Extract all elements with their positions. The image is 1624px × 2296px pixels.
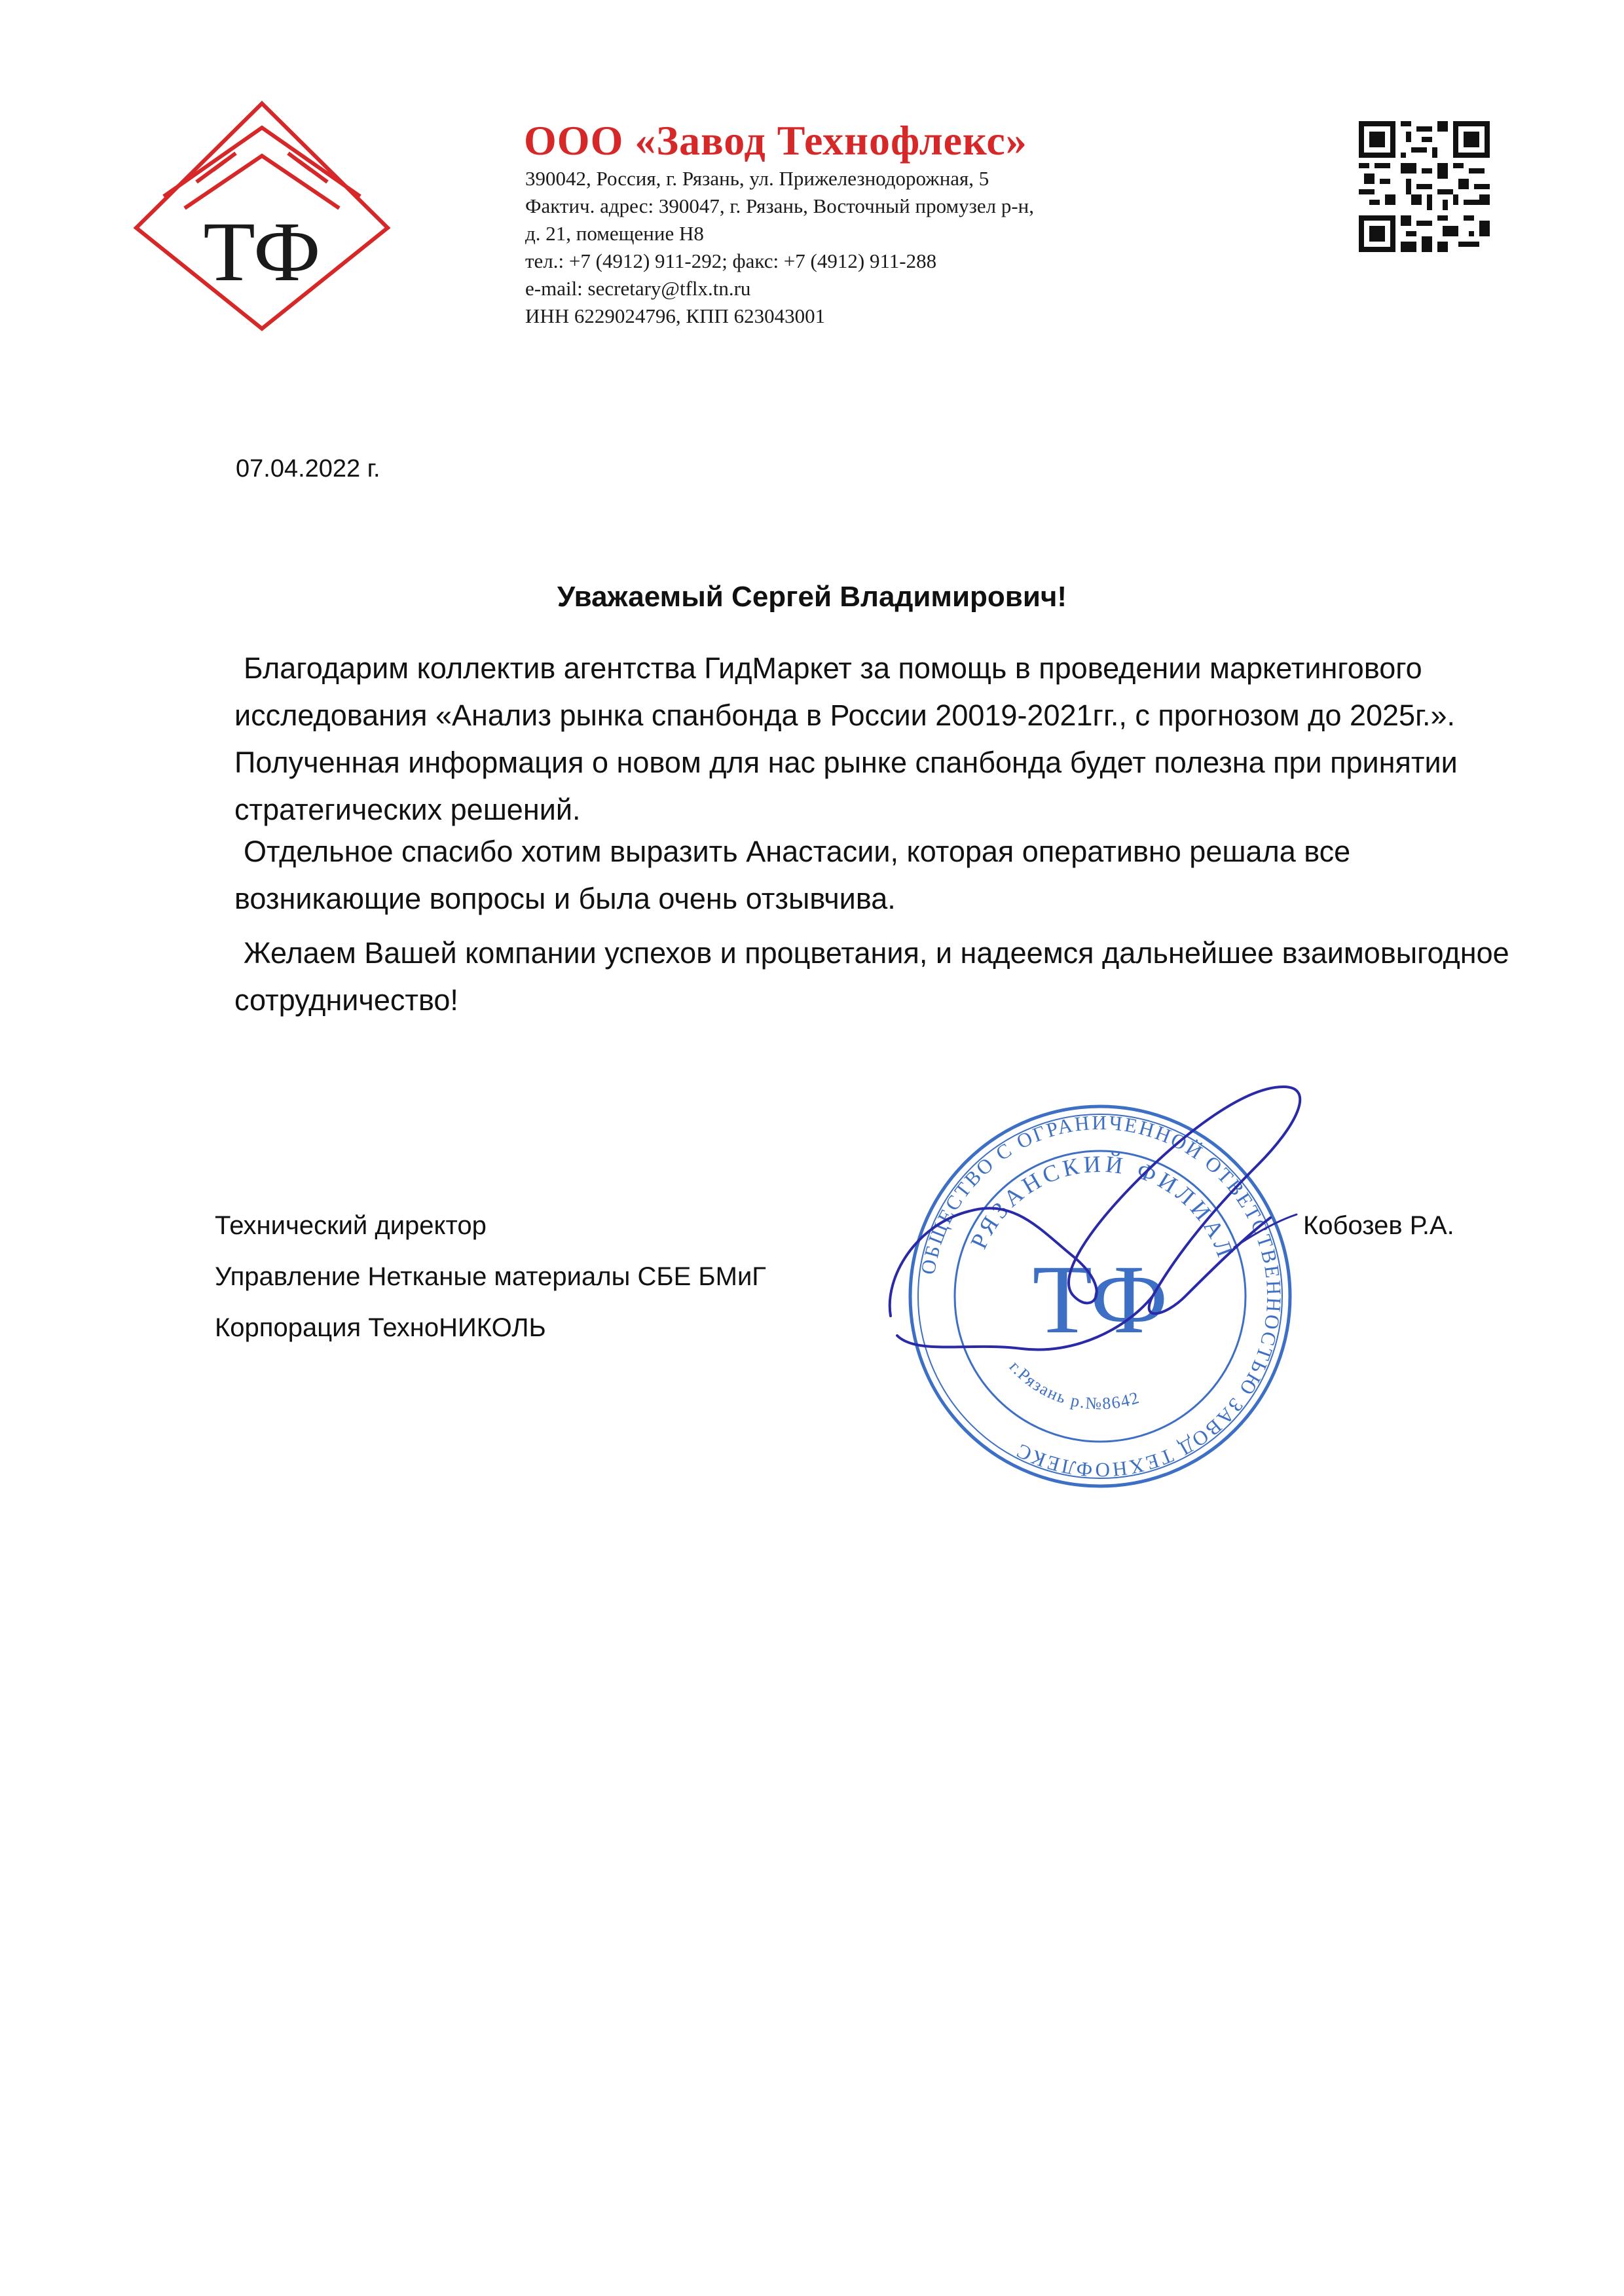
email-line: e-mail: secretary@tflx.tn.ru [525,277,751,300]
signer-name: Кобозев Р.А. [1303,1211,1454,1240]
stamp-bottom-text: г.Рязань р.№8642 [1005,1357,1143,1413]
address-line: 390042, Россия, г. Рязань, ул. Прижелезнодорожная, 5 [525,167,989,190]
body-paragraph: Желаем Вашей компании успехов и процветания, и надеемся дальнейшее взаимовыгодное сотрудничество! [234,936,1509,1017]
body-paragraph: Отдельное спасибо хотим выразить Анастасии, которая оперативно решала все возникающие вопросы и была очень отзывчива. [234,835,1351,915]
letter-date: 07.04.2022 г. [236,455,380,483]
signer-position: Технический директор [215,1211,487,1240]
company-name: ООО «Завод Технофлекс» [524,117,1027,164]
tax-id-line: ИНН 6229024796, КПП 623043001 [525,304,826,327]
svg-text:г.Рязань р.№8642 [1006,1357,1143,1413]
company-logo [131,98,393,334]
actual-address-line: Фактич. адрес: 390047, г. Рязань, Восточный промузел р-н, [525,194,1034,217]
stamp-center-lettering: ТФ [1032,1245,1168,1354]
salutation: Уважаемый Сергей Владимирович! [557,581,1067,613]
company-details [525,165,1034,330]
qr-code [1359,121,1490,252]
phone-fax-line: тел.: +7 (4912) 911-292; факс: +7 (4912) 911-288 [525,249,937,272]
company-stamp [877,1080,1323,1499]
premises-line: д. 21, помещение Н8 [525,222,704,245]
signer-department: Управление Нетканые материалы СБЕ БМиГ [215,1262,766,1291]
logo-lettering: ТФ [203,205,321,299]
stamp-outer-text: ОБЩЕСТВО С ОГРАНИЧЕННОЙ ОТВЕТСТВЕННОСТЬЮ ЗАВОД ТЕХНОФЛЕКС [916,1110,1286,1482]
signer-corporation: Корпорация ТехноНИКОЛЬ [215,1313,546,1342]
body-paragraph: Благодарим коллектив агентства ГидМаркет за помощь в проведении маркетингового исследования «Анализ рынка спанбонда в России 20019-2021гг., с прогнозом до 2025г.». Полученная информация о новом для нас рынке спанбонда будет полезна при принятии стратегических решений. [234,651,1458,826]
stamp-inner-text: РЯЗАНСКИЙ ФИЛИАЛ [965,1150,1240,1264]
